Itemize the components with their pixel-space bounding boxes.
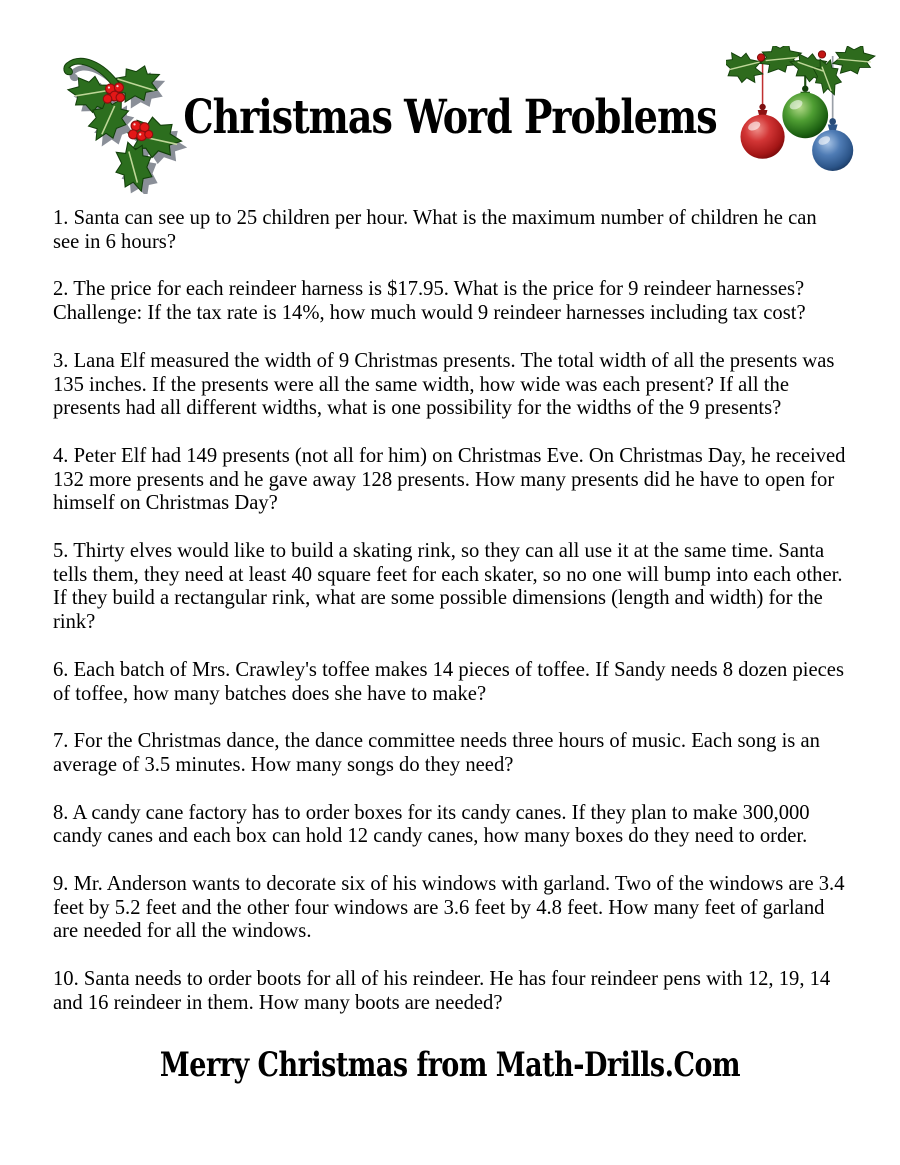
problem-item-8: 8. A candy cane factory has to order boxes for its candy canes. If they plan to make 300,000 candy canes and each box can hold 12 candy canes, how many boxes do they need to order. bbox=[53, 801, 810, 848]
problem-item-7: 7. For the Christmas dance, the dance committee needs three hours of music. Each song is an average of 3.5 minutes. How many songs do they need? bbox=[53, 730, 820, 776]
problems-list bbox=[53, 207, 847, 1040]
red-ornament bbox=[740, 104, 784, 159]
green-ornament bbox=[782, 86, 828, 139]
problem-item-4: 4. Peter Elf had 149 presents (not all for him) on Christmas Eve. On Christmas Day, he received 132 more presents and he gave away 128 presents. How many presents did he have to open for himself on Christmas Day? bbox=[53, 444, 846, 515]
ornaments-svg bbox=[726, 46, 886, 200]
problem-item-10: 10. Santa needs to order boots for all of his reindeer. He has four reindeer pens with 12, 19, 14 and 16 reindeer in them. How many boots are needed? bbox=[53, 968, 831, 1014]
problem-item-6: 6. Each batch of Mrs. Crawley's toffee makes 14 pieces of toffee. If Sandy needs 8 dozen pieces of toffee, how many batches does she have to make? bbox=[53, 658, 844, 705]
problem-item-9: 9. Mr. Anderson wants to decorate six of his windows with garland. Two of the windows are 3.4 feet by 5.2 feet and the other four windows are 3.6 feet by 4.8 feet. How many feet of garland are needed for all the windows. bbox=[53, 873, 845, 943]
problem-item-3: 3. Lana Elf measured the width of 9 Christmas presents. The total width of all the presents was 135 inches. If the presents were all the same width, how wide was each present? If all the presents had all different widths, what is one possibility for the widths of the 9 presents? bbox=[53, 349, 835, 420]
page-title-text: Christmas Word Problems bbox=[183, 89, 717, 145]
problem-item-1: 1. Santa can see up to 25 children per hour. What is the maximum number of children he can see in 6 hours? bbox=[53, 207, 817, 253]
footer-text: Merry Christmas from Math-Drills.Com bbox=[159, 1046, 741, 1085]
ornaments-icon bbox=[726, 46, 886, 200]
problem-item-2: 2. The price for each reindeer harness is $17.95. What is the price for 9 reindeer harnesses? Challenge: If the tax rate is 14%, how much would 9 reindeer harnesses including tax cost? bbox=[53, 278, 806, 325]
holly-canopy bbox=[726, 46, 877, 100]
problem-item-5: 5. Thirty elves would like to build a skating rink, so they can all use it at the same time. Santa tells them, they need at least 40 square feet for each skater, so no one will bump into each other. If they build a rectangular rink, what are some possible dimensions (length and width) for the rink? bbox=[53, 540, 843, 634]
worksheet-footer bbox=[0, 1046, 900, 1085]
